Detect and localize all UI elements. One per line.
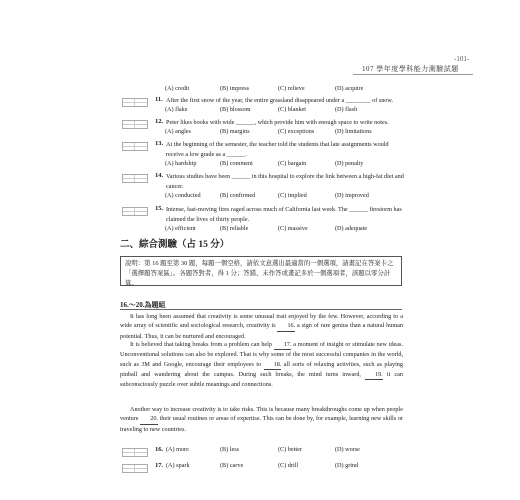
option: (C) bargain (278, 160, 307, 167)
blank-16: 16. (277, 321, 295, 331)
answer-grid (122, 464, 148, 473)
passage-paragraph-2: It is believed that taking breaks from a problem can help 17. a moment of insight or stimulate new ideas. Unconventional solutions can also be explored. That is why some of the most successful companies in the world, such as 3M and Google, encourage their employees to 18. all sorts of relaxing activities, such as playing pinball and wandering about the campus. During such breaks, the mind turns inward, 19. it can subconsciously puzzle over subtle meanings and connections. (120, 341, 403, 389)
blank-19: 19. (365, 370, 383, 380)
blank-17: 17. (274, 340, 292, 350)
option: (B) comment (220, 160, 253, 167)
option: (A) spark (166, 462, 190, 469)
q10-option-c: (C) relieve (278, 85, 305, 92)
option: (B) carve (220, 462, 244, 469)
answer-grid (122, 98, 148, 107)
option: (B) confirmed (220, 192, 256, 199)
question-number: 11. (155, 96, 163, 103)
option: (A) angles (165, 128, 191, 135)
question-text: Intense, fast-moving fires raged across much of California last week. The ______ firestorm has claimed the lives of thirty people. (166, 206, 402, 223)
option: (A) efficient (165, 225, 196, 232)
group-title: 16.～20.為題組 (120, 301, 166, 309)
page-number: -101- (454, 55, 470, 63)
question-number: 12. (155, 118, 164, 125)
option: (D) flash (335, 106, 358, 113)
question-text: Various studies have been ______ in this hospital to explore the link between a high-fat diet and cancer. (166, 173, 404, 190)
option: (D) worse (335, 446, 360, 453)
option: (B) reliable (220, 225, 249, 232)
header-rule (353, 74, 473, 75)
question-number: 14. (155, 172, 164, 179)
option: (C) blanket (278, 106, 307, 113)
option: (D) penalty (335, 160, 364, 167)
question-number: 17. (155, 462, 164, 469)
question-number: 13. (155, 140, 164, 147)
answer-grid (122, 174, 148, 183)
q10-option-b: (B) impress (220, 85, 250, 92)
q10-option-d: (D) acquire (335, 85, 364, 92)
question-text: At the beginning of the semester, the teacher told the students that late assignments would receive a low grade as a ______. (166, 141, 389, 158)
option: (B) margins (220, 128, 250, 135)
option: (C) exceptions (278, 128, 315, 135)
exam-title: 107 學年度學科能力測驗試題 (362, 65, 459, 73)
option: (C) massive (278, 225, 308, 232)
option: (D) improved (335, 192, 369, 199)
option: (A) flake (165, 106, 188, 113)
option: (D) grind (335, 462, 359, 469)
option: (C) better (278, 446, 302, 453)
option: (C) implied (278, 192, 307, 199)
option: (C) drill (278, 462, 299, 469)
passage-paragraph-3: Another way to increase creativity is to take risks. This is because many breakthroughs come up when people venture 20. their usual routines or areas of expertise. This can be done by, for example, learning new skills or traveling to new countries. (120, 406, 403, 433)
option: (A) conducted (165, 192, 201, 199)
instructions-box: 說明：第 16 題至第 30 題，每題一個空格，請依文意選出最適當的一個選項，請畫記在答案卡之「選擇題答案區」。各題答對者，得 1 分；答錯、未作答或畫記多於一個選項者，該題以零分計算。 (120, 256, 402, 286)
question-number: 16. (155, 446, 164, 453)
answer-grid (122, 207, 148, 216)
option: (B) less (220, 446, 240, 453)
question-text: Peter likes books with wide ______, which provide him with enough space to write notes. (166, 119, 389, 126)
blank-18: 18. (264, 360, 282, 370)
option: (A) hardship (165, 160, 197, 167)
answer-grid (122, 448, 148, 457)
option: (A) more (166, 446, 189, 453)
section-title: 二、綜合測驗（占 15 分） (120, 240, 230, 250)
group-rule (120, 309, 402, 310)
option: (D) adequate (335, 225, 368, 232)
option: (B) blossom (220, 106, 251, 113)
answer-grid (122, 142, 148, 151)
passage-paragraph-1: It has long been assumed that creativity is some unusual trait enjoyed by the few. However, according to a wide array of scientific and sociological research, creativity is 16. a sign of rare genius than a natural human potential. Thus, it can be nurtured and encouraged. (120, 313, 403, 340)
answer-grid (122, 120, 148, 129)
q10-option-a: (A) credit (165, 85, 190, 92)
option: (D) limitations (335, 128, 372, 135)
blank-20: 20. (140, 414, 158, 424)
question-text: After the first snow of the year, the entire grassland disappeared under a ________ of snow. (166, 97, 394, 104)
question-number: 15. (155, 205, 164, 212)
